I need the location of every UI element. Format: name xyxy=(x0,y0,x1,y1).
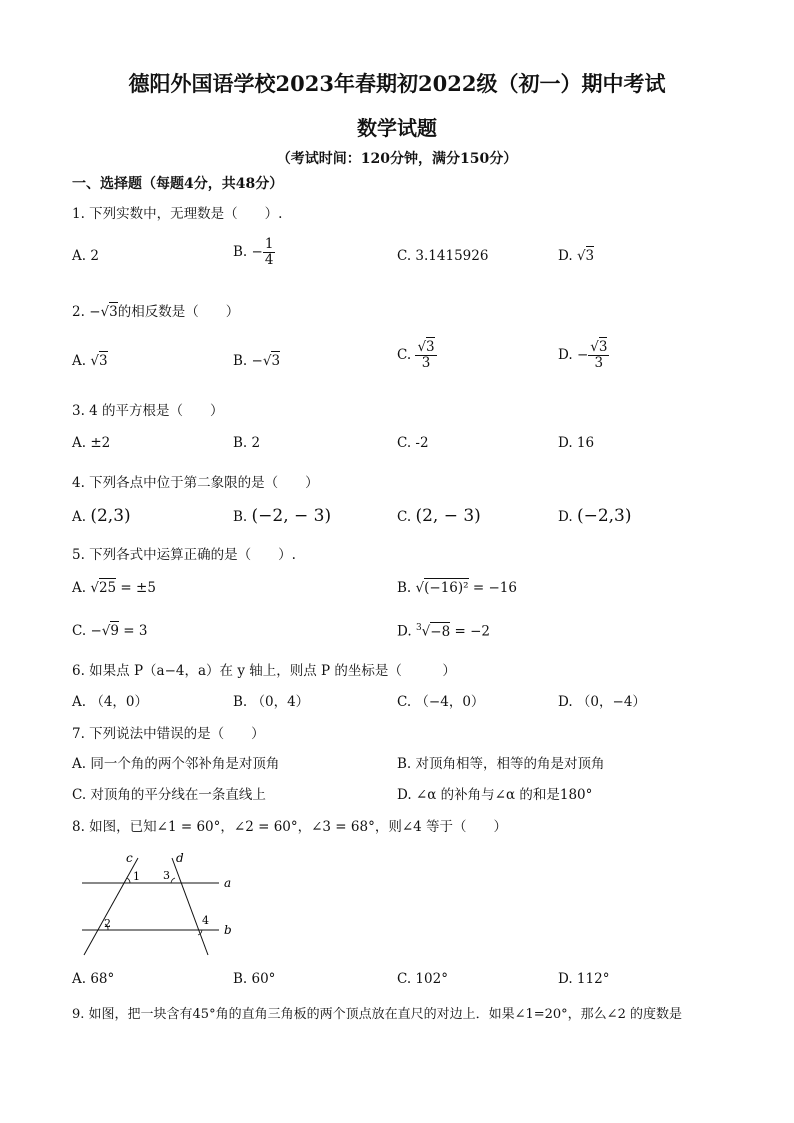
question-2-stem xyxy=(72,300,239,320)
question-7-stem: 7. 下列说法中错误的是（ ） xyxy=(72,726,265,742)
numerator: √3 xyxy=(417,339,435,355)
question-2-option-d xyxy=(558,340,609,371)
label-c: c xyxy=(126,851,133,865)
question-8-option-b: B. 60° xyxy=(233,971,276,987)
question-3-stem: 3. 4 的平方根是（ ） xyxy=(72,403,224,419)
option-label: B. xyxy=(233,353,248,369)
option-label: B. xyxy=(233,243,248,260)
question-8-option-a: A. 68° xyxy=(72,971,115,987)
parallel-lines-figure xyxy=(72,850,252,960)
question-number: 2. xyxy=(72,304,85,320)
numerator: √3 xyxy=(590,339,608,355)
denominator: 4 xyxy=(264,251,274,268)
coordinate: (−2, − 3) xyxy=(251,506,332,526)
stem-text: 的相反数是（ ） xyxy=(117,304,240,320)
option-label: B. xyxy=(233,509,248,525)
radicand: 25 xyxy=(98,580,117,596)
radical-sign: √ xyxy=(576,248,586,264)
minus-sign: − xyxy=(90,623,102,639)
question-7-option-b: B. 对顶角相等，相等的角是对顶角 xyxy=(397,756,605,772)
option-label: D. xyxy=(397,623,412,640)
question-5-option-b xyxy=(397,580,517,596)
minus-sign: − xyxy=(251,353,263,369)
coordinate: (2,3) xyxy=(90,506,131,526)
radical-sign: √ xyxy=(101,623,111,639)
angle-1-arc xyxy=(127,878,130,883)
question-6-option-d: D. （0，−4） xyxy=(558,694,646,710)
question-4-option-c xyxy=(397,506,481,526)
label-b: b xyxy=(224,923,232,937)
fraction xyxy=(415,340,436,371)
coordinate: (−2,3) xyxy=(576,506,632,526)
radicand: −8 xyxy=(430,623,451,640)
question-6-stem: 6. 如果点 P（a−4，a）在 y 轴上，则点 P 的坐标是（ ） xyxy=(72,663,456,679)
minus-sign: − xyxy=(251,243,263,260)
question-1-option-b xyxy=(233,237,275,268)
radical-sign: √ xyxy=(90,353,99,369)
radical-sign: √ xyxy=(262,353,272,369)
question-3-option-a: A. ±2 xyxy=(72,435,111,451)
radicand: 3 xyxy=(98,353,108,369)
question-6-option-a: A. （4，0） xyxy=(72,694,149,710)
radicand: 9 xyxy=(110,623,119,639)
radical-sign: √ xyxy=(100,304,110,320)
expression-rhs: = −16 xyxy=(468,580,517,596)
question-3-option-c: C. -2 xyxy=(397,435,429,451)
coordinate: (2, − 3) xyxy=(415,506,481,526)
question-9-stem: 9. 如图，把一块含有45°角的直角三角板的两个顶点放在直尺的对边上．如果∠1=20°，那么∠2 的度数是 xyxy=(72,1007,682,1022)
angle-4-label: 4 xyxy=(202,914,209,927)
option-label: D. xyxy=(558,346,573,363)
question-4-option-b xyxy=(233,506,331,526)
angle-2-label: 2 xyxy=(104,917,111,930)
radical-sign: √ xyxy=(421,623,431,640)
option-label: C. xyxy=(397,346,412,363)
line-c xyxy=(84,858,138,955)
question-2-option-a xyxy=(72,353,108,369)
question-5-option-d xyxy=(397,623,490,640)
section-heading: 一、选择题（每题4分，共48分） xyxy=(72,176,284,192)
radicand: 3 xyxy=(271,353,281,369)
label-d: d xyxy=(176,851,184,865)
root-index: 3 xyxy=(415,623,422,633)
radical-sign: √ xyxy=(90,580,99,596)
radicand: 3 xyxy=(109,304,118,320)
question-1-option-c: C. 3.1415926 xyxy=(397,248,489,264)
expression-rhs: = ±5 xyxy=(116,580,156,596)
angle-3-label: 3 xyxy=(163,869,170,882)
option-label: A. xyxy=(72,509,87,525)
question-8-option-d: D. 112° xyxy=(558,971,610,987)
question-1-option-d xyxy=(558,248,594,264)
option-label: A. xyxy=(72,353,87,369)
angle-1-label: 1 xyxy=(133,870,140,883)
minus-sign: − xyxy=(576,346,589,363)
fraction xyxy=(588,340,609,371)
question-4-stem: 4. 下列各点中位于第二象限的是（ ） xyxy=(72,475,319,491)
question-8-stem: 8. 如图，已知∠1 = 60°，∠2 = 60°，∠3 = 68°，则∠4 等于（ ） xyxy=(72,819,508,835)
question-7-option-c: C. 对顶角的平分线在一条直线上 xyxy=(72,787,266,803)
option-label: B. xyxy=(397,580,412,596)
numerator: 1 xyxy=(264,236,274,252)
denominator: 3 xyxy=(594,354,604,371)
expression-rhs: = 3 xyxy=(118,623,148,639)
exam-subtitle: 数学试题 xyxy=(357,116,437,140)
question-1-stem: 1. 下列实数中，无理数是（ ）. xyxy=(72,206,283,222)
label-a: a xyxy=(224,876,232,890)
question-2-option-b xyxy=(233,353,280,369)
minus-sign: − xyxy=(89,304,101,320)
line-d xyxy=(172,858,208,955)
fraction xyxy=(263,237,276,268)
question-5-stem: 5. 下列各式中运算正确的是（ ）. xyxy=(72,547,296,563)
question-4-option-a xyxy=(72,506,131,526)
radical-sign: √ xyxy=(415,580,425,596)
angle-3-arc xyxy=(171,878,175,883)
radicand: (−16)² xyxy=(424,580,469,596)
question-6-option-c: C. （−4，0） xyxy=(397,694,485,710)
expression-rhs: = −2 xyxy=(450,623,490,640)
question-1-option-a: A. 2 xyxy=(72,248,99,264)
option-label: C. xyxy=(72,623,87,639)
option-label: A. xyxy=(72,580,87,596)
denominator: 3 xyxy=(421,354,431,371)
question-3-option-b: B. 2 xyxy=(233,435,261,451)
question-5-option-a xyxy=(72,580,156,596)
exam-info: （考试时间：120分钟，满分150分） xyxy=(276,151,518,167)
question-7-option-a: A. 同一个角的两个邻补角是对顶角 xyxy=(72,756,280,772)
question-3-option-d: D. 16 xyxy=(558,435,595,451)
option-label: D. xyxy=(558,248,573,264)
question-7-option-d: D. ∠α 的补角与∠α 的和是180° xyxy=(397,787,593,803)
question-5-option-c xyxy=(72,623,147,639)
question-2-option-c xyxy=(397,340,437,371)
question-8-option-c: C. 102° xyxy=(397,971,448,987)
option-label: C. xyxy=(397,509,412,525)
question-4-option-d xyxy=(558,506,631,526)
option-label: D. xyxy=(558,509,573,525)
question-6-option-b: B. （0，4） xyxy=(233,694,310,710)
radicand: 3 xyxy=(585,248,595,264)
exam-title: 德阳外国语学校2023年春期初2022级（初一）期中考试 xyxy=(128,71,666,96)
